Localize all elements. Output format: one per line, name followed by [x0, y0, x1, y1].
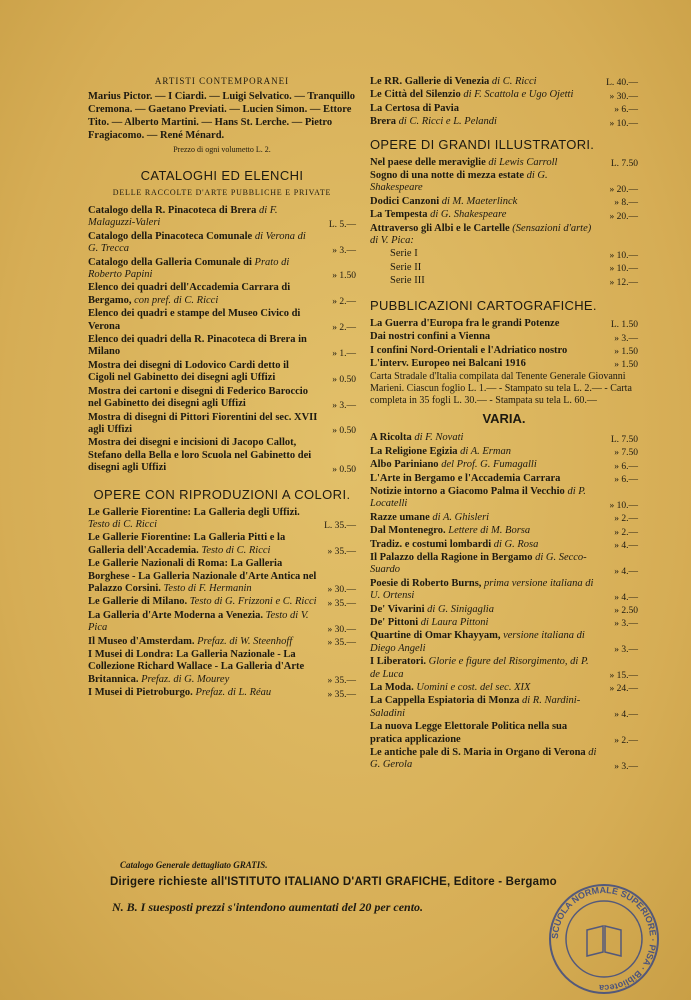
- catalog-entry: [88, 507, 356, 532]
- catalog-entry: [370, 196, 638, 208]
- right-column: [370, 76, 638, 773]
- book-icon: [587, 926, 621, 956]
- entry-title: Le Gallerie Nazionali di Roma: La Galleria Borghese - La Galleria Nazionale d'Arte Antica nel Palazzo Corsini.: [88, 558, 317, 594]
- series-label: Serie III: [390, 275, 425, 287]
- entry-price: » 4.—: [614, 710, 638, 721]
- entry-price: » 7.50: [614, 448, 638, 459]
- entry-author: Testo di F. Hermanin: [163, 582, 252, 594]
- entry-author: di Laura Pittoni: [420, 617, 489, 628]
- entry-title: Mostra di disegni di Pittori Fiorentini del sec. XVII agli Uffizi: [88, 411, 318, 435]
- entry-price: » 0.50: [332, 426, 356, 437]
- series-price: » 10.—: [609, 250, 638, 261]
- catalog-entry: [370, 486, 638, 511]
- catalog-entry: [370, 103, 638, 115]
- entry-price: » 1.50: [614, 360, 638, 371]
- artisti-price: Prezzo di ogni volumetto L. 2.: [173, 145, 271, 154]
- entry-title: Le RR. Gallerie di Venezia: [370, 76, 490, 87]
- entry-price: » 3.—: [332, 400, 356, 411]
- entry-price: » 3.—: [614, 333, 638, 344]
- catalog-entry: [370, 223, 638, 248]
- entry-author: di C. Ricci: [491, 76, 537, 87]
- catalog-entry: [370, 578, 638, 603]
- catalog-entry: [370, 617, 638, 629]
- entry-price: » 35.—: [327, 598, 356, 609]
- entry-title: Catalogo della Pinacoteca Comunale: [88, 230, 253, 242]
- entry-title: Mostra dei disegni e incisioni di Jacopo Callot, Stefano della Bella e loro Scuola nel Gabinetto dei disegni agli Uffizi: [88, 437, 312, 474]
- entry-price: » 3.—: [332, 245, 356, 256]
- varia-list: [370, 432, 638, 772]
- entry-price: » 20.—: [609, 211, 638, 222]
- entry-title: Le Gallerie di Milano.: [88, 596, 188, 608]
- carta-text: Carta Stradale d'Italia compilata dal Tenente Generale Giovanni Marieni. Ciascun foglio L. 1.— - Stampato su tela L. 2.— - Carta completa in 35 fogli L. 30.— - Stampata su tela L. 60.—: [370, 371, 632, 407]
- top-list: [370, 76, 638, 129]
- entry-title: Elenco dei quadri e stampe del Museo Civico di Verona: [88, 308, 301, 332]
- stamp-text: SCUOLA NORMALE SUPERIORE · PISA · Biblioteca: [549, 884, 659, 994]
- catalog-entry: [370, 170, 638, 195]
- entry-author: di G. Rosa: [493, 538, 539, 550]
- serie-list: [370, 248, 638, 287]
- entry-price: » 4.—: [614, 592, 638, 603]
- entry-title: Elenco dei quadri dell'Accademia Carrara di Bergamo,: [88, 282, 291, 306]
- catalog-entry: [370, 656, 638, 681]
- entry-author: Testo di V. Pica: [88, 609, 309, 634]
- catalog-entry: [370, 345, 638, 357]
- entry-author: Prefaz. di W. Steenhoff: [197, 635, 293, 647]
- catalog-entry: [370, 512, 638, 524]
- entry-author: di F. Scattola e Ugo Ojetti: [463, 89, 574, 101]
- entry-title: Le antiche pale di S. Maria in Organo di Verona: [370, 747, 586, 759]
- catalog-entry: [370, 721, 638, 746]
- entry-author: di A. Ghisleri: [432, 511, 490, 523]
- catalog-entry: [88, 558, 356, 595]
- entry-price: » 35.—: [327, 676, 356, 687]
- entry-title: L'Arte in Bergamo e l'Accademia Carrara: [370, 472, 561, 484]
- entry-title: Elenco dei quadri della R. Pinacoteca di Brera in Milano: [88, 334, 307, 358]
- entry-title: La Moda.: [370, 682, 414, 694]
- entry-author: (Sensazioni d'arte) di V. Pica:: [370, 222, 592, 247]
- entry-title: Il Palazzo della Ragione in Bergamo: [370, 551, 533, 563]
- entry-price: » 6.—: [614, 105, 638, 116]
- catalog-entry: [370, 318, 638, 330]
- entry-price: » 0.50: [332, 374, 356, 385]
- artisti-title: ARTISTI CONTEMPORANEI: [154, 76, 290, 86]
- entry-price: » 35.—: [327, 638, 356, 648]
- catalog-entry: [370, 358, 638, 370]
- illustratori-heading: OPERE DI GRANDI ILLUSTRATORI.: [370, 136, 595, 152]
- catalog-entry: [88, 308, 356, 333]
- entry-title: La Guerra d'Europa fra le grandi Potenze: [370, 317, 560, 329]
- series-entry: [370, 248, 638, 260]
- entry-title: Razze umane: [370, 511, 430, 523]
- entry-price: » 3.—: [614, 619, 638, 630]
- entry-price: » 24.—: [609, 684, 638, 695]
- catalog-entry: [88, 649, 356, 686]
- catalog-entry: [370, 331, 638, 343]
- entry-author: Prefaz. di G. Mourey: [141, 673, 230, 685]
- entry-title: Mostra dei cartoni e disegni di Federico Baroccio nel Gabinetto dei disegni agli Uffizi: [88, 385, 308, 410]
- catalog-entry: [88, 205, 356, 230]
- entry-title: Nel paese delle meraviglie: [370, 156, 486, 168]
- catalog-entry: [88, 636, 356, 648]
- riproduzioni-list: [88, 507, 356, 700]
- catalog-entry: [370, 446, 638, 458]
- entry-title: Albo Pariniano: [370, 459, 439, 471]
- catalog-entry: [370, 539, 638, 551]
- entry-title: Dodici Canzoni: [370, 195, 440, 207]
- entry-author: versione italiana di Diego Angeli: [370, 630, 585, 654]
- catalog-entry: [88, 334, 356, 359]
- entry-price: L. 5.—: [328, 219, 356, 230]
- entry-title: La Galleria d'Arte Moderna a Venezia.: [88, 609, 263, 621]
- catalog-entry: [88, 437, 356, 474]
- catalog-entry: [88, 257, 356, 282]
- entry-price: » 4.—: [614, 540, 638, 551]
- entry-title: I confini Nord-Orientali e l'Adriatico nostro: [370, 344, 568, 356]
- entry-author: Testo di C. Ricci: [88, 518, 158, 530]
- riproduzioni-heading: OPERE CON RIPRODUZIONI A COLORI.: [93, 486, 351, 502]
- entry-title: I Liberatori.: [370, 656, 426, 668]
- entry-author: di Verona di G. Trecca: [88, 230, 306, 255]
- series-label: Serie I: [390, 248, 418, 260]
- entry-price: » 35.—: [327, 689, 356, 700]
- entry-title: La Religione Egizia: [370, 445, 458, 457]
- catalog-entry: [370, 604, 638, 616]
- cataloghi-list: [88, 205, 356, 475]
- entry-title: L'interv. Europeo nei Balcani 1916: [370, 357, 526, 369]
- entry-price: » 10.—: [609, 118, 638, 129]
- entry-author: Prato di Roberto Papini: [88, 256, 290, 281]
- entry-title: La Certosa di Pavia: [370, 102, 459, 114]
- catalog-entry: [370, 682, 638, 694]
- cataloghi-heading: CATALOGHI ED ELENCHI: [140, 168, 304, 183]
- entry-price: L. 35.—: [324, 521, 356, 532]
- entry-price: » 30.—: [609, 91, 638, 102]
- entry-price: » 1.—: [332, 348, 356, 359]
- entry-author: di G. Gerola: [370, 747, 597, 771]
- entry-price: » 35.—: [327, 547, 356, 558]
- entry-title: Catalogo della R. Pinacoteca di Brera: [88, 205, 257, 216]
- entry-price: » 6.—: [614, 461, 638, 472]
- entry-title: Quartine di Omar Khayyam,: [370, 630, 501, 642]
- entry-title: Le Città del Silenzio: [370, 89, 461, 101]
- catalog-entry: [88, 282, 356, 307]
- entry-author: Prefaz. di L. Réau: [195, 687, 272, 699]
- entry-author: di F. Malaguzzi-Valeri: [88, 205, 278, 229]
- entry-price: » 8.—: [614, 198, 638, 209]
- artisti-text: Marius Pictor. — I Ciardi. — Luigi Selvatico. — Tranquillo Cremona. — Gaetano Previati. — Lucien Simon. — Ettore Tito. — Alberto Martini. — Hans St. Lerche. — Pietro Fragiacomo. — René Ménard.: [88, 91, 355, 141]
- entry-title: Il Museo d'Amsterdam.: [88, 635, 195, 647]
- entry-title: I Musei di Pietroburgo.: [88, 687, 193, 699]
- library-stamp: [545, 880, 663, 998]
- entry-price: » 3.—: [614, 761, 638, 772]
- entry-title: Sogno di una notte di mezza estate: [370, 170, 524, 182]
- entry-title: A Ricolta: [370, 432, 412, 444]
- entry-author: di Lewis Carroll: [488, 156, 558, 168]
- entry-price: » 10.—: [609, 500, 638, 511]
- catalog-entry: [370, 116, 638, 128]
- entry-price: » 30.—: [327, 624, 356, 635]
- entry-author: di G. Shakespeare: [370, 170, 548, 194]
- entry-price: » 2.—: [614, 527, 638, 538]
- series-label: Serie II: [390, 261, 422, 273]
- footer-nb: N. B. I suesposti prezzi s'intendono aumentati del 20 per cento.: [112, 900, 424, 914]
- entry-author: con pref. di C. Ricci: [134, 294, 219, 306]
- entry-price: » 2.—: [614, 514, 638, 525]
- series-entry: [370, 262, 638, 274]
- catalog-entry: [370, 76, 638, 88]
- entry-title: Le Gallerie Fiorentine: La Galleria degli Uffizi.: [88, 506, 300, 518]
- entry-price: L. 7.50: [610, 434, 638, 445]
- catalog-entry: [88, 412, 356, 437]
- entry-price: » 2.—: [614, 736, 638, 747]
- series-entry: [370, 275, 638, 287]
- catalog-entry: [370, 525, 638, 537]
- cartografiche-list: [370, 318, 638, 371]
- catalog-entry: [370, 473, 638, 485]
- cataloghi-subheading: DELLE RACCOLTE D'ARTE PUBBLICHE E PRIVATE: [112, 188, 332, 197]
- entry-author: di G. Shakespeare: [430, 209, 507, 221]
- entry-price: » 2.—: [332, 323, 356, 334]
- entry-title: Attraverso gli Albi e le Cartelle: [370, 222, 510, 234]
- catalog-entry: [370, 695, 638, 720]
- entry-title: La Tempesta: [370, 209, 428, 221]
- entry-title: De' Vivarini: [370, 603, 425, 615]
- entry-price: » 1.50: [614, 346, 638, 357]
- entry-author: di G. Secco-Suardo: [370, 551, 587, 576]
- catalog-entry: [88, 386, 356, 411]
- series-price: » 10.—: [609, 264, 638, 275]
- catalog-entry: [370, 209, 638, 221]
- entry-title: Notizie intorno a Giacomo Palma il Vecchio: [370, 485, 565, 497]
- catalog-entry: [88, 532, 356, 557]
- entry-price: » 6.—: [614, 474, 638, 485]
- entry-price: » 15.—: [609, 671, 638, 682]
- entry-title: Mostra dei disegni di Lodovico Cardi detto il Cigoli nel Gabinetto dei disegni agli Uffizi: [88, 359, 289, 384]
- entry-author: di M. Maeterlinck: [441, 195, 518, 207]
- entry-title: Tradiz. e costumi lombardi: [370, 538, 492, 550]
- catalog-entry: [88, 231, 356, 256]
- catalog-entry: [370, 747, 638, 772]
- entry-price: L. 1.50: [610, 320, 638, 331]
- catalog-entry: [370, 552, 638, 577]
- catalog-entry: [88, 596, 356, 608]
- entry-author: prima versione italiana di U. Ortensi: [370, 577, 594, 602]
- catalog-entry: [88, 687, 356, 699]
- entry-price: L. 7.50: [610, 159, 638, 170]
- entry-title: Dal Montenegro.: [370, 525, 446, 537]
- catalog-entry: [370, 630, 638, 655]
- series-price: » 12.—: [609, 277, 638, 288]
- cartografiche-heading: PUBBLICAZIONI CARTOGRAFICHE.: [370, 297, 597, 313]
- catalog-entry: [370, 157, 638, 169]
- entry-title: I Musei di Londra: La Galleria Nazionale - La Collezione Richard Wallace - La Galleria d'Arte Britannica.: [88, 649, 305, 685]
- footer-dirigere: Dirigere richieste all'ISTITUTO ITALIANO D'ARTI GRAFICHE, Editore - Bergamo: [110, 876, 557, 888]
- entry-author: di G. Sinigaglia: [427, 603, 494, 615]
- entry-title: La nuova Legge Elettorale Politica nella sua pratica applicazione: [370, 721, 568, 745]
- entry-author: Uomini e cost. del sec. XIX: [416, 682, 531, 694]
- left-column: [88, 76, 356, 701]
- catalog-entry: [88, 360, 356, 385]
- entry-author: Glorie e figure del Risorgimento, di P. de Luca: [370, 656, 589, 680]
- entry-author: Testo di C. Ricci: [201, 544, 271, 556]
- entry-author: del Prof. G. Fumagalli: [441, 459, 537, 471]
- entry-price: » 2.50: [614, 606, 638, 616]
- entry-author: Testo di G. Frizzoni e C. Ricci: [189, 596, 317, 608]
- entry-author: di F. Novati: [414, 432, 464, 444]
- entry-title: Dai nostri confini a Vienna: [370, 331, 491, 343]
- entry-author: Lettere di M. Borsa: [448, 525, 531, 537]
- varia-heading: VARIA.: [482, 411, 526, 427]
- illustratori-list: [370, 157, 638, 248]
- entry-price: » 2.—: [332, 297, 356, 308]
- entry-price: » 4.—: [614, 566, 638, 577]
- entry-price: L. 40.—: [606, 78, 638, 89]
- entry-price: » 3.—: [614, 645, 638, 656]
- entry-title: Brera: [370, 116, 397, 128]
- catalog-entry: [370, 89, 638, 101]
- entry-author: di A. Erman: [460, 445, 511, 457]
- catalog-entry: [370, 459, 638, 471]
- footer-catalogo: Catalogo Generale dettagliato GRATIS.: [120, 860, 268, 870]
- entry-price: » 1.50: [332, 271, 356, 282]
- entry-price: » 0.50: [332, 464, 356, 475]
- entry-price: » 20.—: [609, 184, 638, 195]
- entry-title: Catalogo della Galleria Comunale di: [88, 256, 252, 268]
- entry-author: di C. Ricci e L. Pelandi: [398, 116, 497, 128]
- catalog-entry: [370, 432, 638, 444]
- entry-title: La Cappella Espiatoria di Monza: [370, 695, 520, 707]
- entry-author: di R. Nardini-Saladini: [370, 695, 581, 719]
- entry-title: Poesie di Roberto Burns,: [370, 577, 482, 589]
- entry-title: De' Pittoni: [370, 617, 419, 628]
- entry-title: Le Gallerie Fiorentine: La Galleria Pitti e la Galleria dell'Accademia.: [88, 532, 286, 556]
- entry-author: di P. Locatelli: [370, 485, 586, 510]
- entry-price: » 30.—: [327, 585, 356, 596]
- catalog-entry: [88, 610, 356, 635]
